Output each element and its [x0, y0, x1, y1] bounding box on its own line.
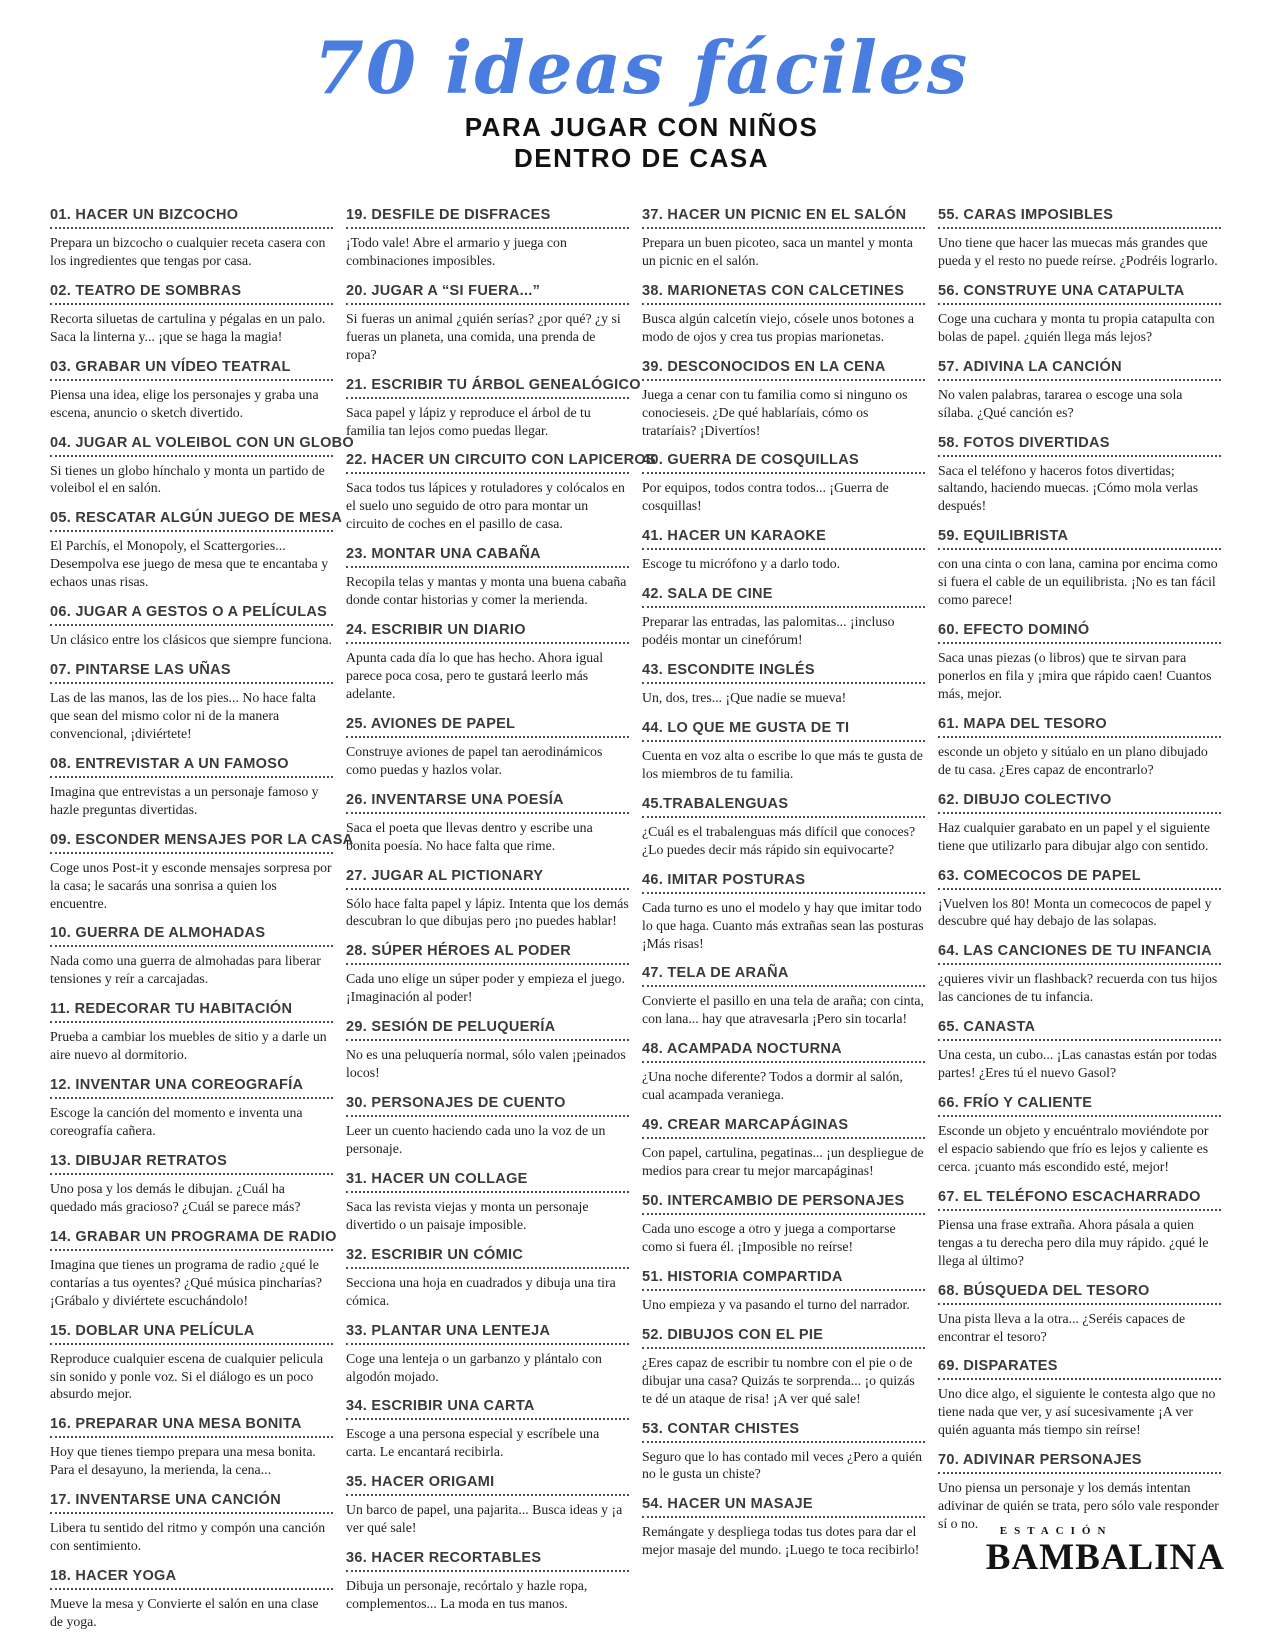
idea-item [346, 283, 629, 364]
idea-title: 54. HACER UN MASAJE [642, 1496, 925, 1518]
idea-item [346, 376, 641, 440]
idea-item [642, 1193, 925, 1256]
idea-title: 48. ACAMPADA NOCTURNA [642, 1041, 925, 1063]
idea-title: 70. ADIVINAR PERSONAJES [938, 1452, 1221, 1474]
idea-title: 26. INVENTARSE UNA POESÍA [346, 792, 629, 814]
idea-title: 36. HACER RECORTABLES [346, 1550, 629, 1572]
idea-item [642, 1327, 925, 1408]
idea-description: Seguro que lo has contado mil veces ¿Pero a quién no le gusta un chiste? [642, 1448, 923, 1482]
idea-item [642, 662, 925, 707]
idea-title: 42. SALA DE CINE [642, 586, 925, 608]
idea-item [50, 756, 333, 819]
idea-description: ¿Eres capaz de escribir tu nombre con el pie o de dibujar una casa? Quizás te sorprenda... ¡o quizás te dé un ataque de risa! ¡A ver qué sale! [642, 1354, 915, 1406]
idea-item [346, 792, 629, 855]
idea-item [938, 943, 1221, 1006]
idea-description: Coge una cuchara y monta tu propia catapulta con bolas de papel. ¿quién llega más lejos? [938, 310, 1215, 344]
idea-description: Haz cualquier garabato en un papel y el siguiente tiene que utilizarlo para dibujar algo con sentido. [938, 819, 1210, 853]
idea-description: Esconde un objeto y encuéntralo moviéndote por el espacio sabiendo que frío es lejos y caliente es cerca. ¡cuanto más escondido esté, mejor! [938, 1123, 1209, 1174]
idea-description: Hoy que tienes tiempo prepara una mesa bonita. Para el desayuno, la merienda, la cena... [50, 1444, 316, 1478]
idea-description: Cada turno es uno el modelo y hay que imitar todo lo que haga. Cuanto más extrañas sean las posturas ¡Más risas! [642, 899, 924, 951]
idea-item [642, 586, 925, 649]
idea-item [642, 283, 925, 346]
idea-description: Las de las manos, las de los pies... No hace falta que sean del mismo color ni de la manera convencional, ¡diviértete! [50, 690, 316, 741]
idea-description: Una pista lleva a la otra... ¿Seréis capaces de encontrar el tesoro? [938, 1310, 1186, 1344]
idea-item [642, 1496, 925, 1559]
idea-description: ¡Vuelven los 80! Monta un comecocos de papel y descubre qué hay debajo de las solapas. [938, 895, 1212, 929]
idea-description: Una cesta, un cubo... ¡Las canastas están por todas partes! ¿Eres tú el nuevo Gasol? [938, 1047, 1217, 1081]
idea-description: Remángate y despliega todas tus dotes para dar el mejor masaje del mundo. ¡Luego te toca recibirlo! [642, 1524, 920, 1558]
idea-item [938, 792, 1221, 855]
idea-description: Coge unos Post-it y esconde mensajes sorpresa por la casa; le sacarás una sonrisa a quien los encuentre. [50, 859, 332, 911]
idea-item [346, 716, 629, 779]
idea-description: Nada como una guerra de almohadas para liberar tensiones y reír a carcajadas. [50, 953, 321, 987]
idea-item [938, 359, 1221, 422]
idea-description: Recopila telas y mantas y monta una buena cabaña donde contar historias y comer la merienda. [346, 574, 627, 608]
idea-description: con una cinta o con lana, camina por encima como si fuera el cable de un equilibrista. ¡No es tan fácil como parece! [938, 556, 1218, 608]
idea-description: Juega a cenar con tu familia como si ninguno os conocieseis. ¿De qué hablaríais, cómo os trataríais? ¡Divertíos! [642, 386, 908, 438]
idea-title: 45.TRABALENGUAS [642, 796, 925, 818]
idea-title: 09. ESCONDER MENSAJES POR LA CASA [50, 832, 333, 854]
idea-item [50, 1492, 333, 1555]
idea-item [346, 546, 629, 609]
idea-title: 07. PINTARSE LAS UÑAS [50, 662, 333, 684]
idea-item [642, 1041, 925, 1104]
page-title: 70 ideas fáciles [313, 25, 970, 110]
idea-item [346, 1171, 629, 1234]
idea-title: 15. DOBLAR UNA PELÍCULA [50, 1323, 333, 1345]
idea-item [642, 452, 925, 515]
idea-title: 44. LO QUE ME GUSTA DE TI [642, 720, 925, 742]
idea-title: 47. TELA DE ARAÑA [642, 965, 925, 987]
idea-item [346, 868, 629, 931]
idea-title: 62. DIBUJO COLECTIVO [938, 792, 1221, 814]
idea-item [346, 622, 629, 703]
idea-item [50, 434, 354, 498]
idea-title: 59. EQUILIBRISTA [938, 528, 1221, 550]
idea-description: Recorta siluetas de cartulina y pégalas en un palo. Saca la linterna y... ¡que se haga la magia! [50, 310, 326, 344]
idea-title: 55. CARAS IMPOSIBLES [938, 207, 1221, 229]
idea-title: 23. MONTAR UNA CABAÑA [346, 546, 629, 568]
idea-description: Preparar las entradas, las palomitas... ¡incluso podéis montar un cinefórum! [642, 614, 895, 648]
idea-description: Si tienes un globo hínchalo y monta un partido de voleibol el en salón. [50, 462, 325, 496]
idea-item [50, 1077, 333, 1140]
idea-description: Escoge tu micrófono y a darlo todo. [642, 556, 841, 572]
idea-item [938, 528, 1221, 609]
idea-description: Saca las revista viejas y monta un personaje divertido o un paisaje imposible. [346, 1198, 589, 1232]
idea-description: Dibuja un personaje, recórtalo y hazle ropa, complementos... La moda en tus manos. [346, 1578, 588, 1612]
idea-title: 25. AVIONES DE PAPEL [346, 716, 629, 738]
idea-item [50, 1323, 333, 1404]
idea-title: 41. HACER UN KARAOKE [642, 528, 925, 550]
idea-title: 65. CANASTA [938, 1019, 1221, 1041]
idea-description: Escoge la canción del momento e inventa una coreografía cañera. [50, 1105, 303, 1139]
idea-title: 38. MARIONETAS CON CALCETINES [642, 283, 925, 305]
idea-title: 67. EL TELÉFONO ESCACHARRADO [938, 1189, 1221, 1211]
idea-title: 28. SÚPER HÉROES AL PODER [346, 943, 629, 965]
brand-name-top: ESTACIÓN [999, 1525, 1113, 1537]
idea-title: 30. PERSONAJES DE CUENTO [346, 1095, 629, 1117]
idea-description: Coge una lenteja o un garbanzo y plántalo con algodón mojado. [346, 1350, 602, 1384]
idea-description: ¿quieres vivir un flashback? recuerda con tus hijos las canciones de tu infancia. [938, 971, 1218, 1005]
idea-description: Imagina que tienes un programa de radio ¿qué le contarías a tus oyentes? ¿Qué música pincharías? ¡Grábalo y diviértete escuchándolo! [50, 1256, 322, 1308]
idea-description: Si fueras un animal ¿quién serías? ¿por qué? ¿y si fueras un planeta, una comida, una prenda de ropa? [346, 310, 621, 362]
idea-item [50, 604, 333, 649]
idea-title: 22. HACER UN CIRCUITO CON LAPICEROS [346, 452, 629, 474]
column-2 [346, 207, 656, 1644]
idea-description: Saca unas piezas (o libros) que te sirvan para ponerlos en fila y ¡mira que rápido caen! Cuantos más, mejor. [938, 650, 1212, 701]
idea-description: Piensa una frase extraña. Ahora pásala a quien tengas a tu derecha pero dila muy rápido. ¿qué le llega al último? [938, 1216, 1209, 1268]
idea-title: 68. BÚSQUEDA DEL TESORO [938, 1283, 1221, 1305]
idea-item [346, 1550, 629, 1613]
idea-description: Cada uno elige un súper poder y empieza el juego. ¡Imaginación al poder! [346, 971, 625, 1005]
idea-item [50, 925, 333, 988]
idea-description: Saca papel y lápiz y reproduce el árbol de tu familia tan lejos como puedas llegar. [346, 404, 591, 438]
idea-description: Uno posa y los demás le dibujan. ¿Cuál ha quedado más gracioso? ¿Cuál se parece más? [50, 1181, 301, 1214]
idea-item [346, 207, 629, 270]
idea-item [938, 1452, 1221, 1533]
idea-item [938, 1189, 1221, 1270]
idea-title: 05. RESCATAR ALGÚN JUEGO DE MESA [50, 510, 333, 532]
idea-description: Construye aviones de papel tan aerodinámicos como puedas y hazlos volar. [346, 743, 603, 777]
idea-description: Secciona una hoja en cuadrados y dibuja una tira cómica. [346, 1274, 616, 1308]
idea-description: ¿Cuál es el trabalenguas más difícil que conoces? ¿Lo puedes decir más rápido sin equivocarte? [642, 823, 916, 857]
idea-title: 32. ESCRIBIR UN CÓMIC [346, 1247, 629, 1269]
idea-description: Uno piensa un personaje y los demás intentan adivinar de quién se trata, pero sólo vale responder sí o no. [938, 1480, 1219, 1532]
idea-title: 19. DESFILE DE DISFRACES [346, 207, 629, 229]
idea-title: 13. DIBUJAR RETRATOS [50, 1153, 333, 1175]
idea-item [938, 435, 1221, 516]
idea-title: 66. FRÍO Y CALIENTE [938, 1095, 1221, 1117]
idea-item [642, 965, 925, 1028]
idea-description: Convierte el pasillo en una tela de araña; con cinta, con lana... hay que atravesarla ¡Pero sin tocarla! [642, 993, 924, 1027]
idea-description: Apunta cada día lo que has hecho. Ahora igual parece poca cosa, pero te gustará leerlo más adelante. [346, 650, 604, 701]
idea-description: Un, dos, tres... ¡Que nadie se mueva! [642, 690, 847, 706]
idea-item [50, 1568, 333, 1631]
idea-item [642, 796, 925, 859]
idea-item [50, 662, 333, 743]
idea-title: 56. CONSTRUYE UNA CATAPULTA [938, 283, 1221, 305]
column-1 [50, 207, 354, 1644]
idea-description: Saca el teléfono y haceros fotos divertidas; saltando, haciendo muecas. ¡Cómo mola verlas después! [938, 462, 1199, 514]
idea-description: Prepara un buen picoteo, saca un mantel y monta un picnic en el salón. [642, 235, 913, 268]
idea-title: 21. ESCRIBIR TU ÁRBOL GENEALÓGICO [346, 377, 629, 399]
idea-item [346, 1474, 629, 1537]
idea-item [50, 1153, 333, 1216]
idea-item [938, 1095, 1221, 1176]
idea-title: 31. HACER UN COLLAGE [346, 1171, 629, 1193]
idea-title: 33. PLANTAR UNA LENTEJA [346, 1323, 629, 1345]
idea-description: ¿Una noche diferente? Todos a dormir al salón, cual acampada veraniega. [642, 1069, 903, 1103]
brand-name-bottom: BAMBALINA [985, 1537, 1225, 1578]
idea-title: 14. GRABAR UN PROGRAMA DE RADIO [50, 1229, 333, 1251]
idea-description: Cada uno escoge a otro y juega a comportarse como si fuera él. ¡Imposible no reírse! [642, 1221, 896, 1254]
idea-title: 50. INTERCAMBIO DE PERSONAJES [642, 1193, 925, 1215]
idea-title: 43. ESCONDITE INGLÉS [642, 662, 925, 684]
idea-title: 49. CREAR MARCAPÁGINAS [642, 1117, 925, 1139]
idea-title: 12. INVENTAR UNA COREOGRAFÍA [50, 1077, 333, 1099]
idea-description: Imagina que entrevistas a un personaje famoso y hazle preguntas divertidas. [50, 783, 319, 817]
subtitle-line-1: PARA JUGAR CON NIÑOS [464, 111, 819, 142]
header [0, 0, 1283, 175]
idea-description: ¡Todo vale! Abre el armario y juega con combinaciones imposibles. [346, 235, 567, 268]
idea-description: Un clásico entre los clásicos que siempre funciona. [50, 632, 332, 648]
idea-title: 51. HISTORIA COMPARTIDA [642, 1269, 925, 1291]
idea-title: 37. HACER UN PICNIC EN EL SALÓN [642, 207, 925, 229]
idea-description: Leer un cuento haciendo cada uno la voz de un personaje. [346, 1123, 606, 1156]
subtitle-line-2: DENTRO DE CASA [513, 143, 769, 174]
idea-title: 24. ESCRIBIR UN DIARIO [346, 622, 629, 644]
idea-item [642, 528, 925, 573]
idea-description: Saca el poeta que llevas dentro y escribe una bonita poesía. No hace falta que rime. [346, 819, 593, 853]
idea-description: Libera tu sentido del ritmo y compón una canción con sentimiento. [50, 1520, 326, 1554]
idea-item [50, 831, 354, 913]
idea-title: 39. DESCONOCIDOS EN LA CENA [642, 359, 925, 381]
idea-item [50, 359, 333, 422]
idea-item [938, 716, 1221, 779]
idea-item [938, 868, 1221, 931]
idea-item [642, 720, 925, 783]
idea-item [346, 1398, 629, 1461]
idea-item [50, 1416, 333, 1479]
idea-description: Por equipos, todos contra todos... ¡Guerra de cosquillas! [642, 480, 889, 514]
idea-item [642, 1421, 925, 1484]
idea-item [938, 1019, 1221, 1082]
idea-item [346, 452, 656, 533]
idea-title: 01. HACER UN BIZCOCHO [50, 207, 333, 229]
idea-description: Piensa una idea, elige los personajes y graba una escena, anuncio o sketch divertido. [50, 386, 319, 420]
idea-description: Un barco de papel, una pajarita... Busca ideas y ¡a ver qué sale! [346, 1502, 623, 1536]
idea-title: 57. ADIVINA LA CANCIÓN [938, 359, 1221, 381]
idea-item [642, 359, 925, 440]
idea-description: Mueve la mesa y Convierte el salón en una clase de yoga. [50, 1596, 319, 1629]
idea-title: 52. DIBUJOS CON EL PIE [642, 1327, 925, 1349]
idea-description: esconde un objeto y sitúalo en un plano dibujado de tu casa. ¿Eres capaz de encontrarlo? [938, 743, 1208, 777]
idea-item [50, 283, 333, 346]
idea-item [346, 1019, 629, 1082]
idea-item [50, 1001, 333, 1064]
idea-title: 69. DISPARATES [938, 1358, 1221, 1380]
idea-title: 34. ESCRIBIR UNA CARTA [346, 1398, 629, 1420]
idea-description: Uno tiene que hacer las muecas más grandes que pueda y el resto no puede reírse. ¿Podréis lograrlo. [938, 235, 1218, 268]
idea-description: No es una peluquería normal, sólo valen ¡peinados locos! [346, 1047, 626, 1081]
idea-title: 46. IMITAR POSTURAS [642, 872, 925, 894]
idea-title: 20. JUGAR A “SI FUERA...” [346, 283, 629, 305]
idea-item [50, 510, 343, 591]
idea-title: 04. JUGAR AL VOLEIBOL CON UN GLOBO [50, 435, 333, 457]
idea-description: Prepara un bizcocho o cualquier receta casera con los ingredientes que tengas por casa. [50, 235, 326, 268]
idea-item [642, 872, 925, 953]
brand-logo [986, 1525, 1225, 1576]
idea-item [50, 207, 333, 270]
idea-item [938, 1283, 1221, 1346]
idea-title: 16. PREPARAR UNA MESA BONITA [50, 1416, 333, 1438]
idea-item [938, 207, 1221, 270]
idea-description: Reproduce cualquier escena de cualquier pelicula sin sonido y ponle voz. Si el diálogo es un poco absurdo mejor. [50, 1350, 324, 1402]
idea-item [938, 622, 1221, 703]
idea-title: 60. EFECTO DOMINÓ [938, 622, 1221, 644]
ideas-list [0, 207, 1283, 1644]
page-subtitle [0, 112, 1283, 175]
idea-title: 35. HACER ORIGAMI [346, 1474, 629, 1496]
idea-description: Escoge a una persona especial y escríbele una carta. Le encantará recibirla. [346, 1426, 600, 1460]
idea-title: 11. REDECORAR TU HABITACIÓN [50, 1001, 333, 1023]
idea-title: 61. MAPA DEL TESORO [938, 716, 1221, 738]
idea-description: Con papel, cartulina, pegatinas... ¡un despliegue de medios para crear tu mejor marcapáginas! [642, 1145, 924, 1179]
idea-description: Uno empieza y va pasando el turno del narrador. [642, 1296, 910, 1312]
idea-title: 27. JUGAR AL PICTIONARY [346, 868, 629, 890]
idea-title: 29. SESIÓN DE PELUQUERÍA [346, 1019, 629, 1041]
idea-description: Cuenta en voz alta o escribe lo que más te gusta de los miembros de tu familia. [642, 748, 923, 781]
idea-title: 02. TEATRO DE SOMBRAS [50, 283, 333, 305]
idea-title: 40. GUERRA DE COSQUILLAS [642, 452, 925, 474]
idea-description: El Parchís, el Monopoly, el Scattergories... Desempolva ese juego de mesa que te encantaba y echaos unas risas. [50, 538, 329, 590]
idea-item [50, 1228, 337, 1310]
idea-item [346, 943, 629, 1006]
idea-title: 58. FOTOS DIVERTIDAS [938, 435, 1221, 457]
idea-item [938, 1358, 1221, 1439]
idea-item [642, 1269, 925, 1314]
idea-title: 08. ENTREVISTAR A UN FAMOSO [50, 756, 333, 778]
idea-description: Uno dice algo, el siguiente le contesta algo que no tiene nada que ver, y así sucesivamente ¡A ver quién aguanta más tiempo sin reírse! [938, 1386, 1216, 1438]
column-4 [938, 207, 1221, 1644]
idea-title: 63. COMECOCOS DE PAPEL [938, 868, 1221, 890]
idea-item [346, 1095, 629, 1158]
column-3 [642, 207, 925, 1644]
idea-item [938, 283, 1221, 346]
idea-title: 10. GUERRA DE ALMOHADAS [50, 925, 333, 947]
idea-title: 18. HACER YOGA [50, 1568, 333, 1590]
idea-item [346, 1247, 629, 1310]
idea-description: Busca algún calcetín viejo, cósele unos botones a modo de ojos y crea tus propias marionetas. [642, 310, 915, 344]
idea-title: 06. JUGAR A GESTOS O A PELÍCULAS [50, 604, 333, 626]
idea-title: 03. GRABAR UN VÍDEO TEATRAL [50, 359, 333, 381]
idea-description: Saca todos tus lápices y rotuladores y colócalos en el suelo uno seguido de otro para montar un circuito de coches en el pasillo de casa. [346, 480, 625, 532]
idea-description: No valen palabras, tararea o escoge una sola sílaba. ¿Qué canción es? [938, 386, 1183, 420]
idea-item [642, 1117, 925, 1180]
idea-title: 17. INVENTARSE UNA CANCIÓN [50, 1492, 333, 1514]
idea-description: Prueba a cambiar los muebles de sitio y a darle un aire nuevo al dormitorio. [50, 1029, 327, 1063]
idea-description: Sólo hace falta papel y lápiz. Intenta que los demás descubran lo que dibujas pero ¡no puedes hablar! [346, 895, 629, 929]
idea-item [642, 207, 925, 270]
idea-item [346, 1323, 629, 1386]
idea-title: 53. CONTAR CHISTES [642, 1421, 925, 1443]
idea-title: 64. LAS CANCIONES DE TU INFANCIA [938, 943, 1221, 965]
